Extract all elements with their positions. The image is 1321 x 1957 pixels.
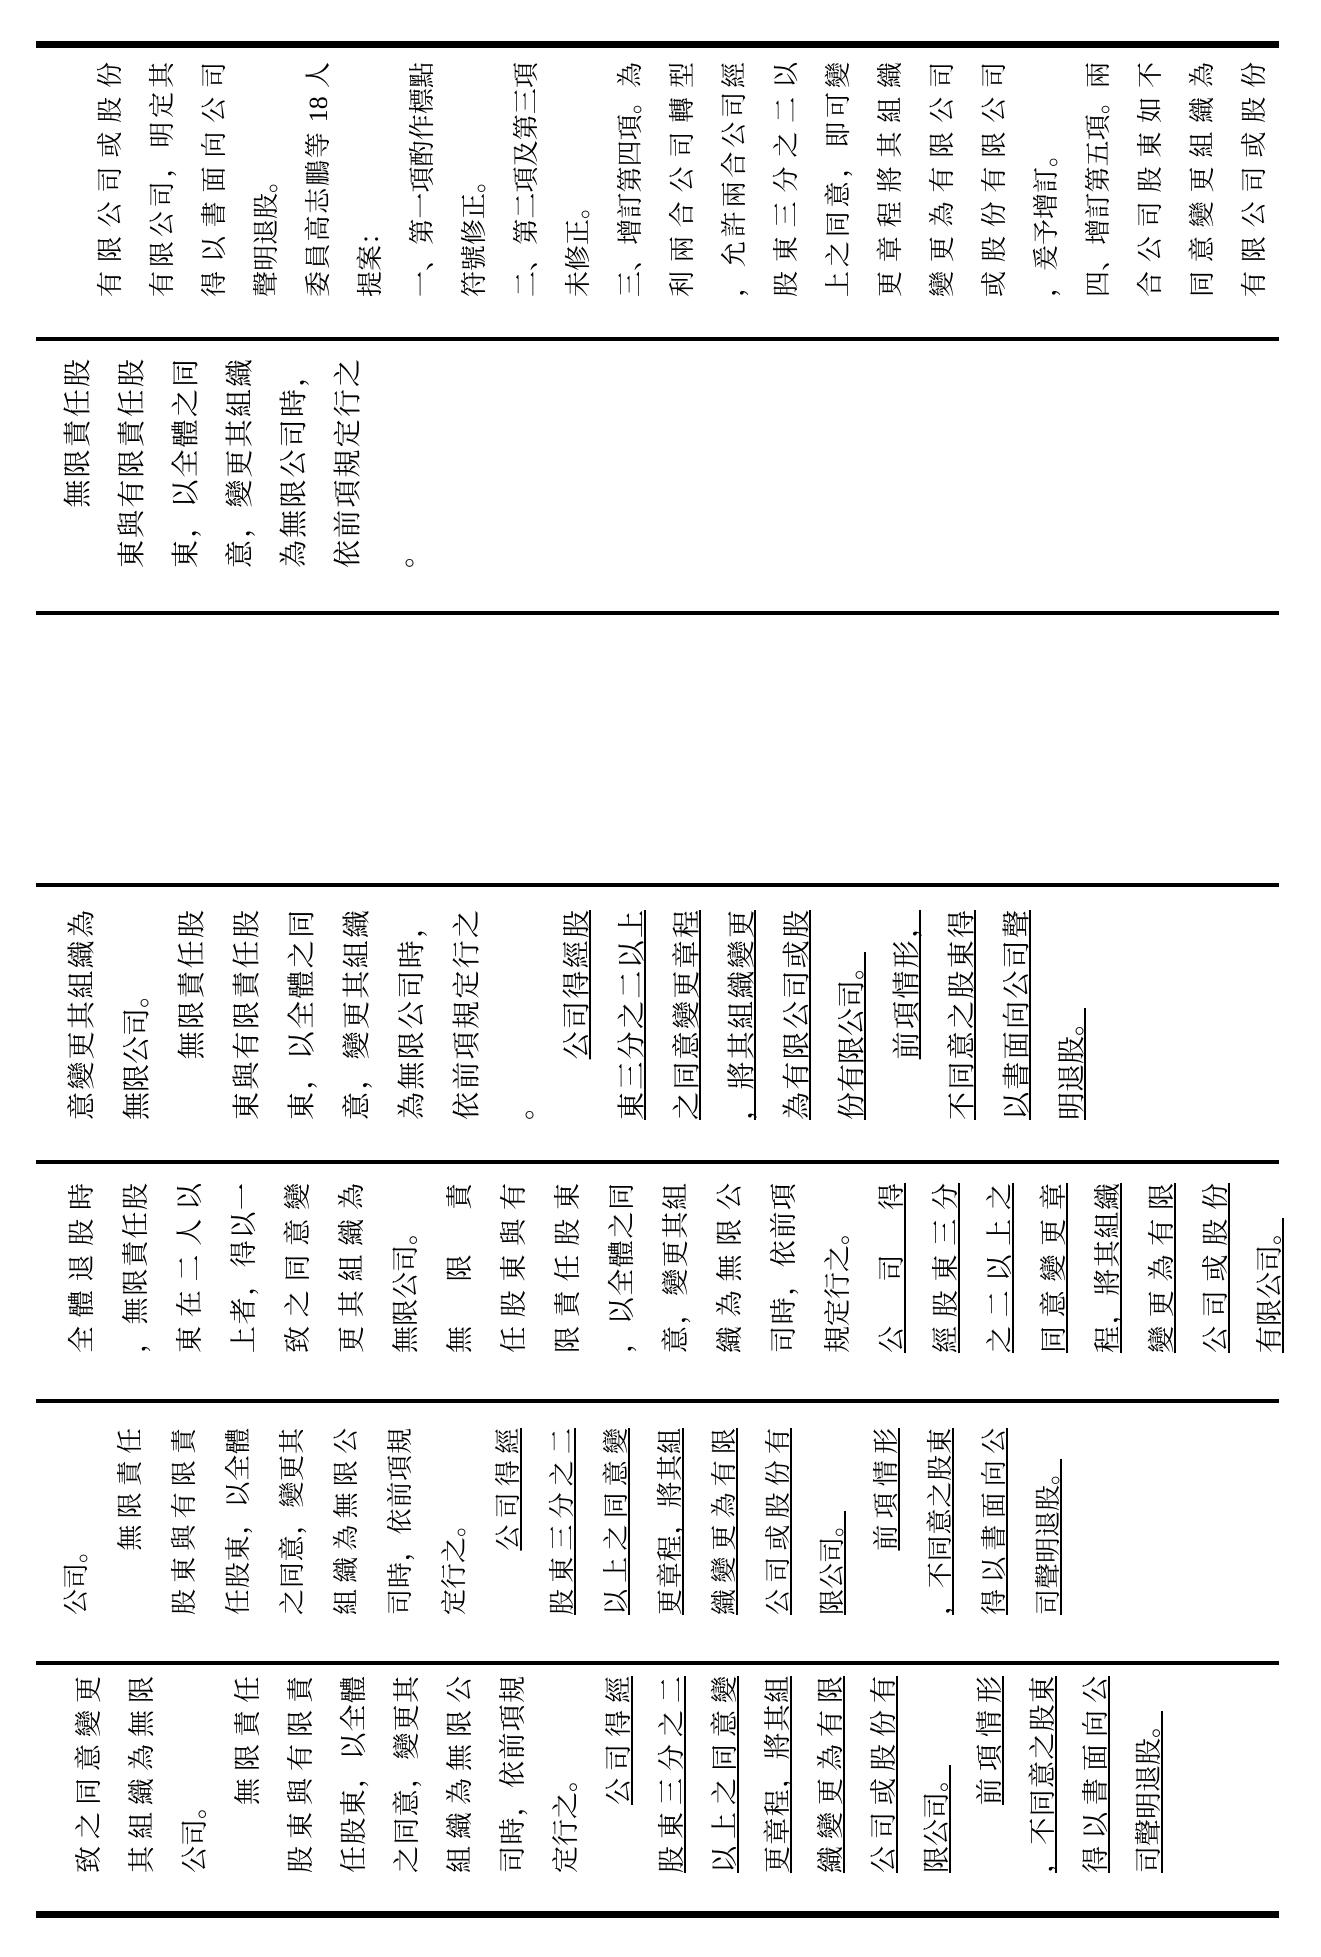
text-column: 公司得: [877, 1183, 907, 1353]
text-column: ，允許兩合公司經: [720, 62, 749, 297]
text-column: 意，變更其組織: [342, 910, 373, 1120]
text-column: 無限公司。: [122, 979, 153, 1120]
rotated-text-block: [50, 1428, 1076, 1615]
text-column: 有限公司或股份: [96, 62, 125, 297]
text-column: 限公司。: [922, 1765, 952, 1873]
text-column: 限公司。: [818, 1510, 847, 1615]
text-column: 更章程，將其組: [656, 1428, 685, 1615]
text-column: 公司或股份有: [869, 1676, 899, 1873]
band-provision-5: [63, 1676, 1176, 1873]
text-column: 之同意，變更其: [392, 1676, 422, 1873]
text-column: 司時，依前項規: [386, 1428, 415, 1615]
text-column: 三、增訂第四項。為: [616, 62, 645, 297]
text-column: 依前項規定行之: [333, 359, 364, 568]
text-column: 定行之。: [440, 1510, 469, 1615]
text-column: 司時，依前項: [769, 1183, 799, 1353]
text-column: 之二以上之: [985, 1183, 1015, 1353]
text-column: 變更為有限公司: [928, 62, 957, 297]
text-column: 意，變更其組織: [225, 359, 256, 568]
text-column: 致之同意變更: [74, 1676, 104, 1873]
text-column: 變更為有限: [1147, 1183, 1177, 1353]
text-column: 前項情形，: [892, 910, 923, 1060]
text-column: 股東三分之二以: [772, 62, 801, 297]
rule-3: [36, 611, 1279, 615]
text-column: 股東三分之二: [657, 1676, 687, 1873]
text-column: ，無限責任股: [121, 1183, 151, 1353]
text-column: 。: [507, 1091, 538, 1120]
text-column: 公司或股份有: [764, 1428, 793, 1615]
text-column: 之同意，變更其: [278, 1428, 307, 1615]
text-column: 公司得經: [494, 1428, 523, 1551]
text-column: 公司得經: [604, 1676, 634, 1805]
text-column: 無限責任: [233, 1676, 263, 1805]
rotated-text-block: [55, 910, 1100, 1120]
text-column: 有限公司。: [1255, 1218, 1285, 1353]
text-column: 任股東與有: [499, 1183, 529, 1353]
text-column: 無限責任: [116, 1428, 145, 1551]
text-column: 無限公司。: [391, 1218, 421, 1353]
text-column: 依前項規定行之: [452, 910, 483, 1120]
text-column: 織變更為有限: [816, 1676, 846, 1873]
text-column: 符號修正。: [460, 166, 489, 297]
text-column: 上者，得以一: [229, 1183, 259, 1353]
text-column: 以書面向公司聲: [1002, 910, 1033, 1120]
text-column: 為無限公司時，: [279, 359, 310, 568]
band-provision-3: [55, 1183, 1297, 1353]
text-column: 股東三分之二: [548, 1428, 577, 1615]
text-column: 無限責任股: [177, 910, 208, 1060]
text-column: 以上之同意變: [602, 1428, 631, 1615]
text-column: 委員高志鵬等 18 人: [304, 62, 333, 297]
text-column: 得以書面向公: [980, 1428, 1009, 1615]
text-column: 任股東，以全體: [224, 1428, 253, 1615]
text-column: 以上之同意變: [710, 1676, 740, 1873]
text-column: 有限公司或股份: [1240, 62, 1269, 297]
text-column: ，將其組織變更: [727, 910, 758, 1120]
text-column: 無限責任股: [63, 359, 94, 508]
text-column: 不同意之股東得: [947, 910, 978, 1120]
text-column: 同意變更組織為: [1188, 62, 1217, 297]
text-column: 織為無限公: [715, 1183, 745, 1353]
text-column: 為有限公司或股: [782, 910, 813, 1120]
text-column: 組織為無限公: [445, 1676, 475, 1873]
text-column: ，以全體之同: [607, 1183, 637, 1353]
text-column: 一、第一項酌作標點: [408, 62, 437, 297]
rule-5: [36, 1160, 1279, 1164]
text-column: 得以書面向公司: [200, 62, 229, 297]
band-provision-1: [52, 359, 430, 568]
rule-2: [36, 337, 1279, 341]
text-column: 司時，依前項規: [498, 1676, 528, 1873]
text-column: 二、第二項及第三項: [512, 62, 541, 297]
text-column: 股東與有限責: [170, 1428, 199, 1615]
text-column: 東在二人以: [175, 1183, 205, 1353]
text-column: 規定行之。: [823, 1218, 853, 1353]
text-column: 全體退股時: [67, 1183, 97, 1353]
text-column: 利兩合公司轉型: [668, 62, 697, 297]
rule-7: [36, 1661, 1279, 1665]
rotated-text-block: [52, 359, 430, 568]
text-column: 限責任股東: [553, 1183, 583, 1353]
text-column: ，爰予增訂。: [1032, 140, 1061, 297]
band-provision-4: [50, 1428, 1076, 1615]
text-column: 公司得經股: [562, 910, 593, 1060]
rule-bottom-thick: [36, 1911, 1279, 1918]
text-column: 之同意變更章程: [672, 910, 703, 1120]
text-column: 提案：: [356, 218, 385, 297]
text-column: 為無限公司時，: [397, 910, 428, 1120]
text-column: 東與有限責任股: [232, 910, 263, 1120]
text-column: ，不同意之股東: [1028, 1676, 1058, 1873]
text-column: 或股份有限公司: [980, 62, 1009, 297]
text-column: 股東與有限責: [286, 1676, 316, 1873]
text-column: 公司。: [62, 1536, 91, 1615]
text-column: 前項情形: [872, 1428, 901, 1551]
text-column: 未修正。: [564, 192, 593, 297]
text-column: 意變更其組織為: [67, 910, 98, 1120]
rule-6: [36, 1399, 1279, 1403]
text-column: 得以書面向公: [1081, 1676, 1111, 1873]
text-column: 有限公司，明定其: [148, 62, 177, 297]
text-column: 經股東三分: [931, 1183, 961, 1353]
text-column: 。: [387, 539, 418, 568]
text-column: 更章程，將其組: [763, 1676, 793, 1873]
text-column: 公司或股份: [1201, 1183, 1231, 1353]
text-column: 定行之。: [551, 1765, 581, 1873]
band-provision-2: [55, 910, 1100, 1120]
rule-4: [36, 883, 1279, 887]
text-column: 東與有限責任股: [117, 359, 148, 568]
rotated-text-block: [63, 1676, 1176, 1873]
text-column: 司聲明退股。: [1034, 1458, 1063, 1615]
text-column: 聲明退股。: [252, 166, 281, 297]
text-column: 上之同意，即可變: [824, 62, 853, 297]
text-column: 同意變更章: [1039, 1183, 1069, 1353]
text-column: 東，以全體之同: [287, 910, 318, 1120]
text-column: 意，變更其組: [661, 1183, 691, 1353]
rule-top-thick: [36, 41, 1279, 48]
text-column: 合公司股東如不: [1136, 62, 1165, 297]
text-column: 其組織為無限: [127, 1676, 157, 1873]
text-column: 程，將其組織: [1093, 1183, 1123, 1353]
text-column: 更章程將其組織: [876, 62, 905, 297]
text-column: 司聲明退股。: [1134, 1711, 1164, 1873]
rotated-text-block: [55, 1183, 1297, 1353]
rotated-text-block: [85, 62, 1281, 297]
text-column: 公司。: [180, 1792, 210, 1873]
text-column: 四、增訂第五項。兩: [1084, 62, 1113, 297]
text-column: 無限責: [445, 1183, 475, 1353]
text-column: 組織為無限公: [332, 1428, 361, 1615]
text-column: 任股東，以全體: [339, 1676, 369, 1873]
text-column: 更其組織為: [337, 1183, 367, 1353]
text-column: 東三分之二以上: [617, 910, 648, 1120]
text-column: 份有限公司。: [837, 951, 868, 1120]
text-column: 明退股。: [1057, 1007, 1088, 1120]
text-column: 織變更為有限: [710, 1428, 739, 1615]
text-column: 前項情形: [975, 1676, 1005, 1805]
text-column: 東，以全體之同: [171, 359, 202, 568]
band-explanation: [85, 62, 1281, 297]
text-column: 致之同意變: [283, 1183, 313, 1353]
text-column: ，不同意之股東: [926, 1428, 955, 1615]
